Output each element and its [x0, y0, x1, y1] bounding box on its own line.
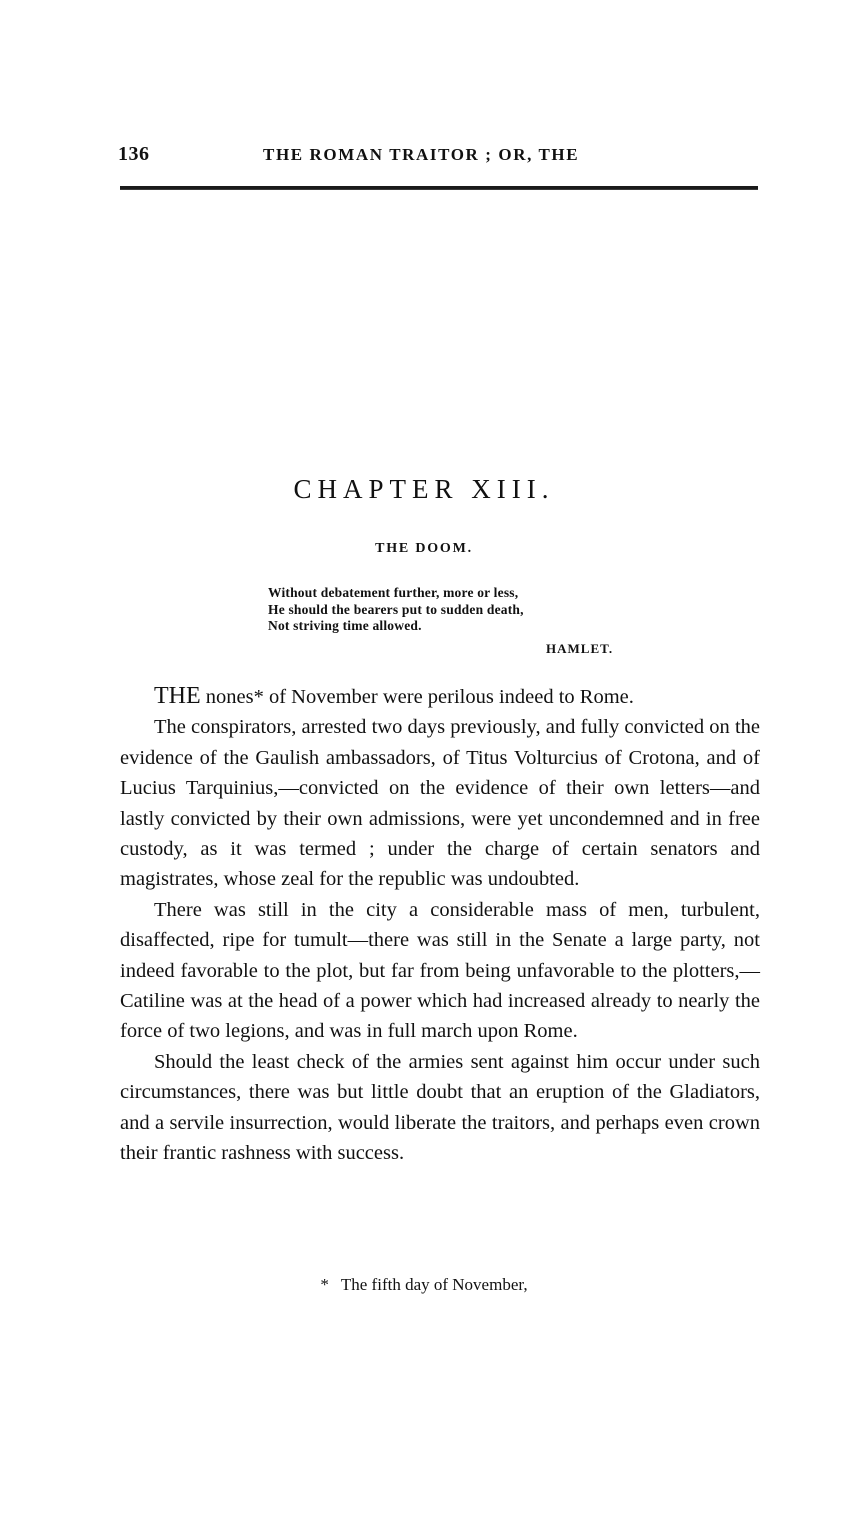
- body-text: [120, 681, 760, 1169]
- paragraph-text: The conspirators, arrested two days previously, and fully convicted on the evidence of the Gaulish ambassadors, of Titus Volturcius of Crotona, and of Lucius Tarquinius,—convicted on the evidence of their own letters—and lastly convicted by their own admissions, were yet uncondemned and in free custody, as it was termed ; under the charge of certain senators and magistrates, whose zeal for the republic was undoubted.: [120, 716, 760, 891]
- paragraph-text: There was still in the city a considerable mass of men, turbulent, disaffected, ripe for tumult—there was still in the Senate a large party, not indeed favorable to the plot, but far from being unfavorable to the plotters,—Catiline was at the head of a power which had increased already to nearly the force of two legions, and was in full march upon Rome.: [120, 898, 760, 1043]
- epigraph-line: He should the bearers put to sudden death,: [268, 601, 524, 617]
- paragraph: [120, 895, 760, 1047]
- footnote: [0, 1275, 848, 1295]
- running-head: [118, 143, 758, 169]
- paragraph: [120, 681, 760, 712]
- paragraph-text: nones* of November were perilous indeed to Rome.: [200, 686, 634, 708]
- footnote-marker: *: [320, 1275, 329, 1294]
- header-rule-thin: [120, 189, 758, 190]
- epigraph: [268, 585, 688, 657]
- epigraph-line: Without debatement further, more or less,: [268, 585, 519, 600]
- page-number: 136: [118, 143, 150, 165]
- epigraph-source: HAMLET.: [546, 640, 614, 656]
- chapter-title: CHAPTER XIII.: [293, 474, 555, 504]
- paragraph: [120, 1047, 760, 1169]
- paragraph-text: Should the least check of the armies sent against him occur under such circumstances, there was but little doubt that an eruption of the Gladiators, and a servile insurrection, would liberate the traitors, and perhaps even crown their frantic rashness with success.: [120, 1050, 760, 1165]
- footnote-text: The fifth day of November,: [340, 1275, 528, 1294]
- running-head-title: THE ROMAN TRAITOR ; OR, THE: [263, 145, 580, 164]
- paragraph: [120, 712, 760, 894]
- epigraph-line: Not striving time allowed.: [268, 618, 422, 633]
- paragraph-lead-word: THE: [154, 683, 201, 709]
- chapter-subtitle: THE DOOM.: [375, 541, 473, 556]
